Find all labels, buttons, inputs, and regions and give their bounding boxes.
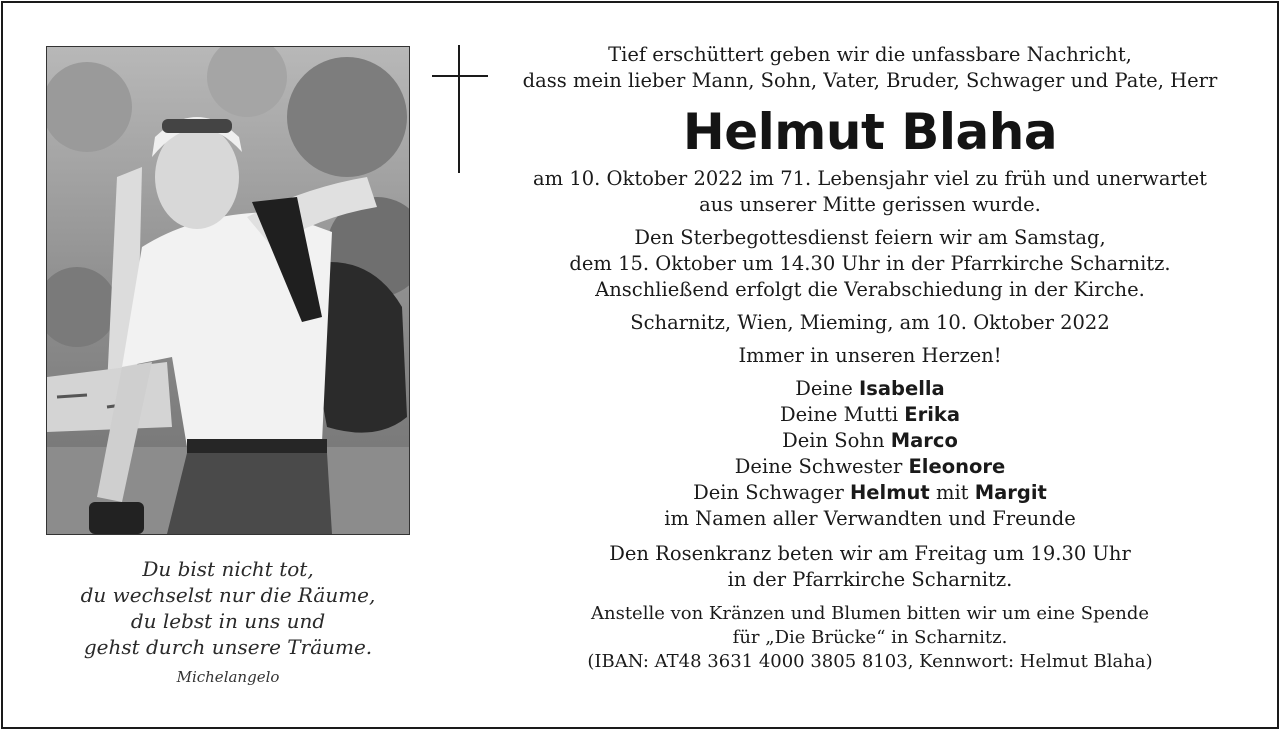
mourner-name: Marco (890, 429, 958, 452)
mourner-line: Deine Mutti Erika (779, 403, 961, 426)
death-line: aus unserer Mitte gerissen wurde. (699, 193, 1041, 216)
donation-line: Anstelle von Kränzen und Blumen bitten wir um eine Spende (590, 603, 1150, 624)
quote-line: du lebst in uns und (130, 609, 326, 633)
motto: Immer in unseren Herzen! (738, 344, 1002, 367)
donation-line: für „Die Brücke“ in Scharnitz. (732, 627, 1008, 648)
mourner-line: Deine Schwester Eleonore (734, 455, 1006, 478)
mourner-name: Erika (904, 403, 961, 426)
quote-block (46, 556, 410, 660)
donation-line: (IBAN: AT48 3631 4000 3805 8103, Kennwort: Helmut Blaha) (587, 651, 1153, 672)
mourner-line: Dein Sohn Marco (782, 429, 958, 452)
relatives-line: im Namen aller Verwandten und Freunde (664, 507, 1076, 530)
cross-icon (432, 45, 488, 173)
service-line: Den Sterbegottesdienst feiern wir am Samstag, (634, 226, 1106, 249)
rosary-line: Den Rosenkranz beten wir am Freitag um 19.30 Uhr (609, 542, 1131, 565)
quote-line: gehst durch unsere Träume. (83, 635, 373, 659)
rosary-line: in der Pfarrkirche Scharnitz. (727, 568, 1013, 591)
notice-text (490, 42, 1250, 674)
death-line: am 10. Oktober 2022 im 71. Lebensjahr viel zu früh und unerwartet (533, 167, 1207, 190)
mourner-line: Deine Isabella (795, 377, 945, 400)
place-date: Scharnitz, Wien, Mieming, am 10. Oktober 2022 (630, 311, 1110, 334)
mourner-name: Helmut (849, 481, 930, 504)
quote-line: Du bist nicht tot, (142, 557, 314, 581)
quote-line: du wechselst nur die Räume, (80, 583, 376, 607)
mourner-line: Dein Schwager Helmut mit Margit (693, 481, 1047, 504)
quote-author: Michelangelo (176, 668, 280, 686)
deceased-name: Helmut Blaha (682, 103, 1058, 161)
mourner-name: Eleonore (908, 455, 1006, 478)
mourner-name: Margit (974, 481, 1047, 504)
service-line: dem 15. Oktober um 14.30 Uhr in der Pfarrkirche Scharnitz. (569, 252, 1171, 275)
portrait-photo (46, 46, 410, 535)
mourner-name: Isabella (858, 377, 945, 400)
intro-line: Tief erschüttert geben wir die unfassbare Nachricht, (608, 43, 1132, 66)
service-line: Anschließend erfolgt die Verabschiedung in der Kirche. (595, 278, 1145, 301)
intro-line: dass mein lieber Mann, Sohn, Vater, Bruder, Schwager und Pate, Herr (522, 69, 1218, 92)
